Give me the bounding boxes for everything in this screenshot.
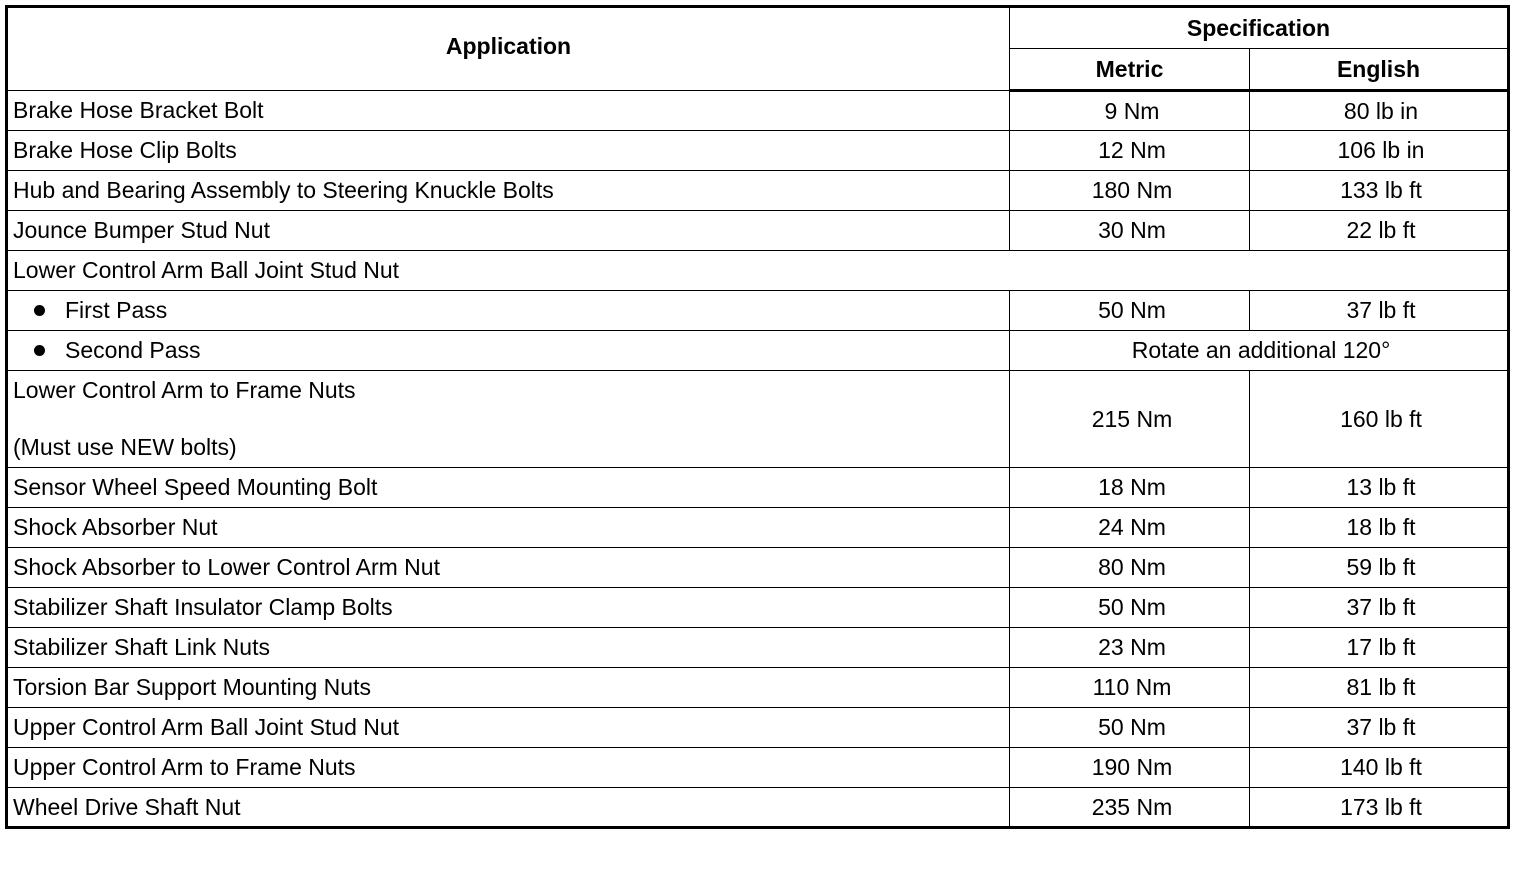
- english-cell: 106 lb in: [1250, 131, 1509, 171]
- metric-cell: 50 Nm: [1010, 291, 1250, 331]
- english-cell: 59 lb ft: [1250, 548, 1509, 588]
- metric-cell: 18 Nm: [1010, 468, 1250, 508]
- bullet-icon: [34, 345, 45, 356]
- english-cell: 18 lb ft: [1250, 508, 1509, 548]
- application-label: Second Pass: [65, 337, 201, 363]
- english-cell: 37 lb ft: [1250, 291, 1509, 331]
- english-cell: 173 lb ft: [1250, 788, 1509, 828]
- application-cell: Wheel Drive Shaft Nut: [7, 788, 1010, 828]
- table-row: [7, 588, 1509, 628]
- bullet-icon: [34, 305, 45, 316]
- metric-cell: 9 Nm: [1010, 91, 1250, 131]
- application-cell: Brake Hose Clip Bolts: [7, 131, 1010, 171]
- metric-cell: 110 Nm: [1010, 668, 1250, 708]
- english-cell: 13 lb ft: [1250, 468, 1509, 508]
- english-cell: 133 lb ft: [1250, 171, 1509, 211]
- application-cell-bulleted: [7, 331, 1010, 371]
- table-row: [7, 508, 1509, 548]
- metric-cell: 50 Nm: [1010, 588, 1250, 628]
- english-cell: 140 lb ft: [1250, 748, 1509, 788]
- metric-cell: 235 Nm: [1010, 788, 1250, 828]
- english-cell: 22 lb ft: [1250, 211, 1509, 251]
- metric-cell: 50 Nm: [1010, 708, 1250, 748]
- table-row: [7, 291, 1509, 331]
- table-row: [7, 331, 1509, 371]
- torque-spec-table: [5, 5, 1510, 829]
- metric-cell: 24 Nm: [1010, 508, 1250, 548]
- application-cell: Upper Control Arm Ball Joint Stud Nut: [7, 708, 1010, 748]
- application-cell: Upper Control Arm to Frame Nuts: [7, 748, 1010, 788]
- english-cell: 81 lb ft: [1250, 668, 1509, 708]
- application-cell-multiline: [7, 371, 1010, 468]
- table-row: [7, 708, 1509, 748]
- metric-cell: 215 Nm: [1010, 371, 1250, 468]
- table-row: [7, 788, 1509, 828]
- table-row: [7, 548, 1509, 588]
- metric-cell: 30 Nm: [1010, 211, 1250, 251]
- table-row: [7, 748, 1509, 788]
- metric-cell: 12 Nm: [1010, 131, 1250, 171]
- table-row: [7, 468, 1509, 508]
- table-row-group-heading: [7, 251, 1509, 291]
- application-label: Lower Control Arm to Frame Nuts: [13, 377, 356, 403]
- table-row: [7, 211, 1509, 251]
- table-row: [7, 91, 1509, 131]
- english-cell: 80 lb in: [1250, 91, 1509, 131]
- english-cell: 37 lb ft: [1250, 708, 1509, 748]
- combined-spec-cell: Rotate an additional 120°: [1010, 331, 1509, 371]
- application-cell: Stabilizer Shaft Insulator Clamp Bolts: [7, 588, 1010, 628]
- application-cell: Brake Hose Bracket Bolt: [7, 91, 1010, 131]
- metric-header: Metric: [1010, 49, 1250, 91]
- application-header: Application: [7, 7, 1010, 91]
- application-cell: Sensor Wheel Speed Mounting Bolt: [7, 468, 1010, 508]
- table-row: [7, 171, 1509, 211]
- application-cell: Hub and Bearing Assembly to Steering Knuckle Bolts: [7, 171, 1010, 211]
- application-cell: Torsion Bar Support Mounting Nuts: [7, 668, 1010, 708]
- application-cell-bulleted: [7, 291, 1010, 331]
- application-note: (Must use NEW bolts): [13, 434, 237, 460]
- english-cell: 17 lb ft: [1250, 628, 1509, 668]
- table-row: [7, 131, 1509, 171]
- table-row: [7, 668, 1509, 708]
- application-cell: Jounce Bumper Stud Nut: [7, 211, 1010, 251]
- metric-cell: 190 Nm: [1010, 748, 1250, 788]
- application-cell: Lower Control Arm Ball Joint Stud Nut: [7, 251, 1509, 291]
- english-cell: 160 lb ft: [1250, 371, 1509, 468]
- english-header: English: [1250, 49, 1509, 91]
- table-row: [7, 628, 1509, 668]
- application-cell: Stabilizer Shaft Link Nuts: [7, 628, 1010, 668]
- application-cell: Shock Absorber to Lower Control Arm Nut: [7, 548, 1010, 588]
- application-cell: Shock Absorber Nut: [7, 508, 1010, 548]
- metric-cell: 23 Nm: [1010, 628, 1250, 668]
- english-cell: 37 lb ft: [1250, 588, 1509, 628]
- metric-cell: 80 Nm: [1010, 548, 1250, 588]
- specification-header: Specification: [1010, 7, 1509, 49]
- application-label: First Pass: [65, 297, 168, 323]
- metric-cell: 180 Nm: [1010, 171, 1250, 211]
- table-row: [7, 371, 1509, 468]
